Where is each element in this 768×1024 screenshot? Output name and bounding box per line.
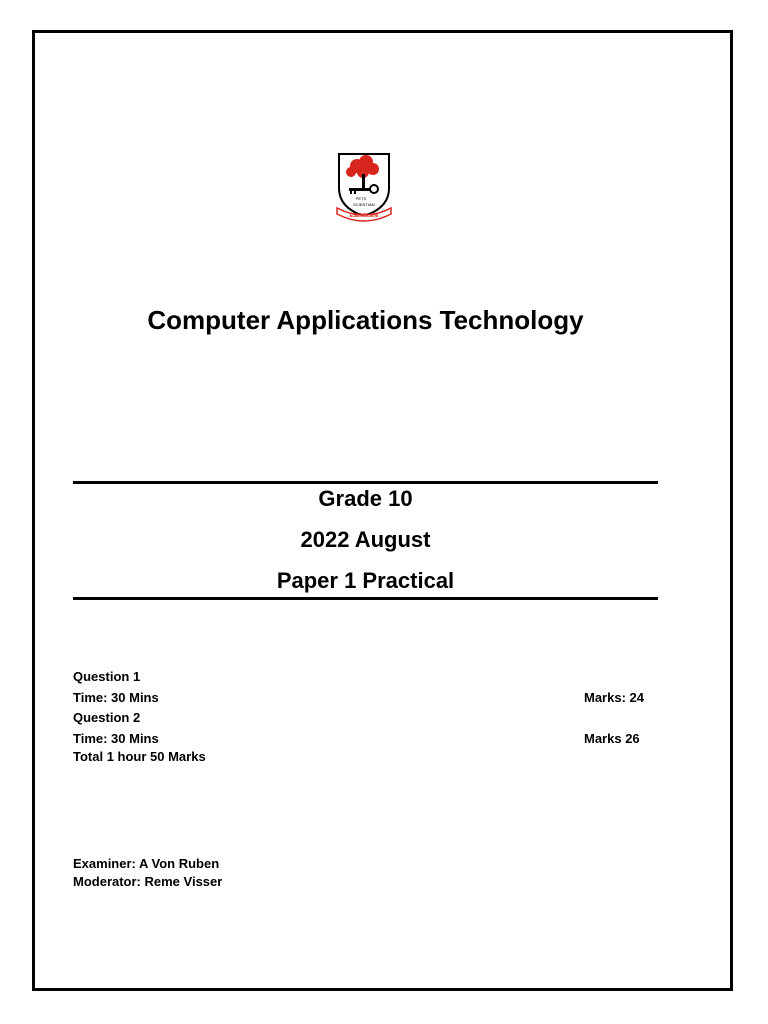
crest-text-1: PETS [355, 196, 367, 201]
question-1-label: Question 1 [73, 669, 141, 684]
moderator-line: Moderator: Reme Visser [73, 874, 223, 889]
question-1-time: Time: 30 Mins [73, 690, 159, 705]
question-1-marks: Marks: 24 [584, 690, 644, 705]
subject-title: Computer Applications Technology [147, 305, 584, 335]
question-2-marks: Marks 26 [584, 731, 640, 746]
question-1-row [73, 690, 648, 705]
question-2-time: Time: 30 Mins [73, 731, 159, 746]
crest-banner-text: ESENGLENI [349, 213, 379, 219]
divider-top [73, 481, 658, 484]
school-crest-logo [333, 150, 395, 222]
paper-heading: Paper 1 Practical [276, 568, 455, 593]
question-2-row [73, 731, 648, 746]
crest-text-2: SCIENTIAM [353, 202, 375, 207]
question-2-label: Question 2 [73, 710, 141, 725]
divider-bottom [73, 597, 658, 600]
grade-heading: Grade 10 [318, 486, 413, 511]
session-heading: 2022 August [300, 527, 431, 552]
total-line: Total 1 hour 50 Marks [73, 749, 206, 764]
examiner-line: Examiner: A Von Ruben [73, 856, 220, 871]
